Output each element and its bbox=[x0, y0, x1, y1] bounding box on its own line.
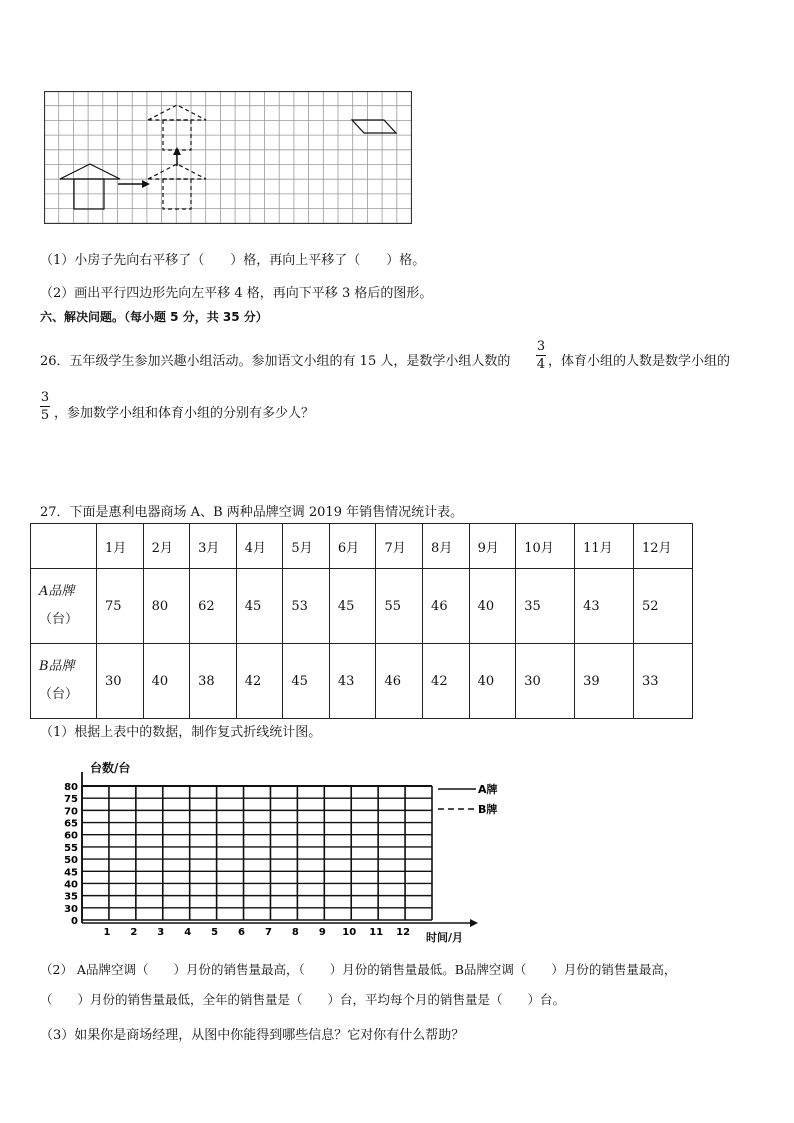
q27-sub1: （1）根据上表中的数据，制作复式折线统计图。 bbox=[40, 725, 322, 740]
x-tick-label: 8 bbox=[291, 927, 299, 938]
chart-ylabel: 台数/台 bbox=[90, 761, 131, 775]
frac2-den: 5 bbox=[40, 408, 50, 423]
x-tick-label: 4 bbox=[184, 927, 192, 938]
row-label-a-line2: （台） bbox=[39, 612, 79, 627]
y-tick-label: 0 bbox=[71, 916, 78, 927]
q26-text-part2: ，体育小组的人数是数学小组的 bbox=[548, 354, 731, 369]
q25-sub2: （2）画出平行四边形先向左平移 4 格，再向下平移 3 格后的图形。 bbox=[40, 286, 433, 301]
y-tick-label: 70 bbox=[64, 806, 78, 818]
table-cell: 55 bbox=[376, 569, 423, 644]
table-cell: 30 bbox=[97, 644, 144, 719]
x-tick-label: 3 bbox=[157, 927, 165, 938]
month-header: 12月 bbox=[633, 524, 692, 569]
section6-heading: 六、解决问题。（每小题 5 分，共 35 分） bbox=[40, 310, 268, 324]
fraction-3-5 bbox=[40, 390, 50, 423]
table-header-row bbox=[31, 524, 693, 569]
month-header: 2月 bbox=[143, 524, 190, 569]
x-tick-label: 9 bbox=[318, 927, 326, 938]
y-tick-label: 40 bbox=[64, 879, 78, 891]
table-cell: 46 bbox=[376, 644, 423, 719]
sales-table bbox=[30, 523, 693, 719]
legend-label-a: A牌 bbox=[478, 783, 498, 796]
x-tick-label: 7 bbox=[264, 927, 272, 938]
table-cell: 35 bbox=[516, 569, 575, 644]
y-tick-label: 35 bbox=[64, 891, 78, 903]
table-cell: 40 bbox=[469, 569, 516, 644]
row-label-a bbox=[31, 569, 97, 644]
table-cell: 39 bbox=[575, 644, 634, 719]
y-tick-label: 30 bbox=[64, 903, 78, 915]
fraction-3-4 bbox=[536, 339, 546, 372]
y-tick-label: 55 bbox=[64, 842, 78, 854]
table-cell: 46 bbox=[423, 569, 470, 644]
y-tick-label: 80 bbox=[64, 782, 78, 793]
house-original bbox=[60, 164, 120, 209]
row-label-b-line2: （台） bbox=[39, 687, 79, 702]
table-cell: 42 bbox=[236, 644, 283, 719]
table-cell: 40 bbox=[143, 644, 190, 719]
table-cell: 43 bbox=[575, 569, 634, 644]
x-tick-label: 6 bbox=[238, 927, 246, 938]
table-cell: 52 bbox=[633, 569, 692, 644]
table-cell: 45 bbox=[283, 644, 330, 719]
x-tick-label: 11 bbox=[369, 927, 384, 938]
table-cell: 42 bbox=[423, 644, 470, 719]
x-tick-label: 10 bbox=[342, 927, 357, 938]
x-axis-arrow-icon bbox=[470, 919, 478, 927]
blank-line-chart bbox=[40, 755, 540, 950]
table-cell: 38 bbox=[190, 644, 237, 719]
table-cell: 33 bbox=[633, 644, 692, 719]
parallelogram-shape bbox=[352, 120, 396, 133]
row-label-b bbox=[31, 644, 97, 719]
frac1-den: 4 bbox=[536, 357, 546, 372]
table-row-brand-a bbox=[31, 569, 693, 644]
y-tick-label: 60 bbox=[64, 830, 78, 842]
right-arrow-icon bbox=[118, 180, 150, 188]
frac2-num: 3 bbox=[40, 390, 50, 405]
table-cell: 75 bbox=[97, 569, 144, 644]
house-shifted-right bbox=[148, 164, 206, 209]
legend-label-b: B牌 bbox=[478, 803, 498, 816]
month-header: 10月 bbox=[516, 524, 575, 569]
y-tick-label: 65 bbox=[64, 818, 78, 830]
chart-xlabel: 时间/月 bbox=[426, 931, 464, 944]
q25-sub1: （1）小房子先向右平移了（ ）格，再向上平移了（ ）格。 bbox=[40, 253, 426, 268]
table-cell: 45 bbox=[236, 569, 283, 644]
y-tick-label: 45 bbox=[64, 867, 78, 879]
row-label-b-line1: B品牌 bbox=[39, 659, 75, 674]
frac1-num: 3 bbox=[536, 339, 546, 354]
month-header: 11月 bbox=[575, 524, 634, 569]
x-tick-label: 1 bbox=[103, 927, 111, 938]
month-header: 4月 bbox=[236, 524, 283, 569]
table-cell: 53 bbox=[283, 569, 330, 644]
q27-intro: 27．下面是惠利电器商场 A、B 两种品牌空调 2019 年销售情况统计表。 bbox=[40, 505, 464, 520]
month-header: 5月 bbox=[283, 524, 330, 569]
month-header: 8月 bbox=[423, 524, 470, 569]
translation-grid-figure bbox=[44, 91, 412, 224]
month-header: 1月 bbox=[97, 524, 144, 569]
table-cell: 45 bbox=[329, 569, 376, 644]
house-shifted-up bbox=[148, 105, 206, 150]
table-cell: 80 bbox=[143, 569, 190, 644]
x-tick-label: 2 bbox=[130, 927, 138, 938]
month-header: 9月 bbox=[469, 524, 516, 569]
table-corner-cell bbox=[31, 524, 97, 569]
q27-sub2-line2: （ ）月份的销售量最低，全年的销售量是（ ）台，平均每个月的销售量是（ ）台。 bbox=[40, 992, 566, 1007]
month-header: 3月 bbox=[190, 524, 237, 569]
month-header: 6月 bbox=[329, 524, 376, 569]
q26-text-part3: ，参加数学小组和体育小组的分别有多少人？ bbox=[54, 406, 315, 421]
table-cell: 62 bbox=[190, 569, 237, 644]
table-row-brand-b bbox=[31, 644, 693, 719]
q26-text-part1: 26．五年级学生参加兴趣小组活动。参加语文小组的有 15 人，是数学小组人数的 bbox=[40, 354, 511, 369]
table-cell: 43 bbox=[329, 644, 376, 719]
month-header: 7月 bbox=[376, 524, 423, 569]
q27-sub3: （3）如果你是商场经理，从图中你能得到哪些信息？它对你有什么帮助？ bbox=[40, 1028, 465, 1043]
q27-sub2-line1: （2） A品牌空调（ ）月份的销售量最高，（ ）月份的销售量最低。B品牌空调（ ）月份的销售量最高， bbox=[40, 962, 677, 977]
y-tick-label: 50 bbox=[64, 855, 78, 867]
table-cell: 30 bbox=[516, 644, 575, 719]
y-tick-label: 75 bbox=[64, 794, 78, 806]
x-tick-label: 12 bbox=[396, 927, 411, 938]
row-label-a-line1: A品牌 bbox=[39, 584, 75, 599]
table-cell: 40 bbox=[469, 644, 516, 719]
x-tick-label: 5 bbox=[211, 927, 219, 938]
